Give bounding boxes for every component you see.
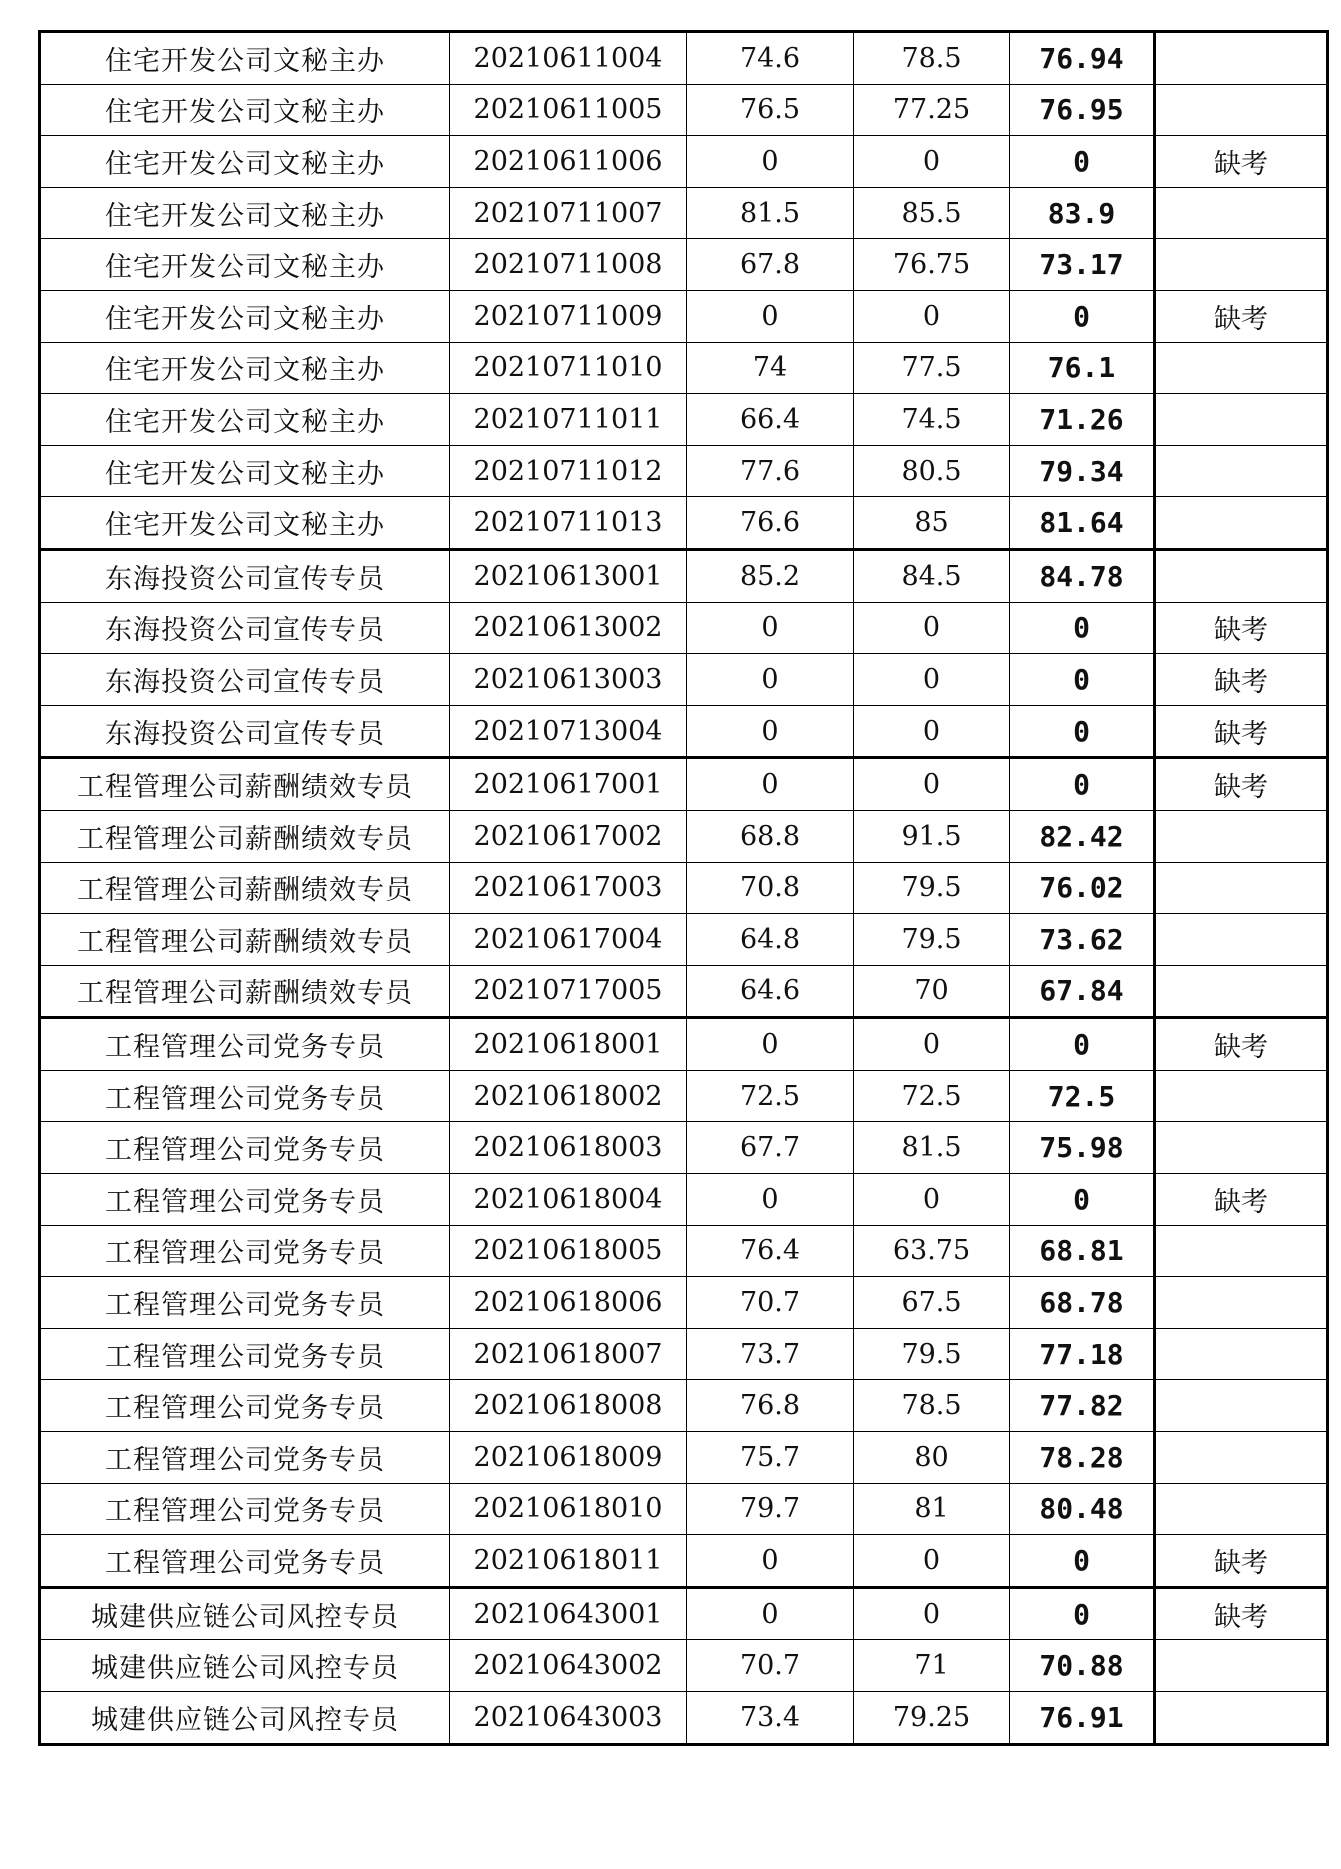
total-score-cell: 77.18 — [1010, 1328, 1155, 1380]
exam-id-cell: 20210613001 — [450, 549, 687, 602]
written-score-cell: 73.7 — [687, 1328, 854, 1380]
table-row — [40, 1432, 1328, 1484]
position-cell: 住宅开发公司文秘主办 — [40, 32, 450, 85]
position-cell: 工程管理公司党务专员 — [40, 1380, 450, 1432]
table-row — [40, 32, 1328, 85]
written-score-cell: 76.6 — [687, 497, 854, 550]
remark-cell: 缺考 — [1155, 705, 1328, 758]
interview-score-cell: 81 — [854, 1483, 1010, 1535]
position-cell: 工程管理公司党务专员 — [40, 1225, 450, 1277]
total-score-cell: 0 — [1010, 1174, 1155, 1226]
written-score-cell: 70.7 — [687, 1277, 854, 1329]
written-score-cell: 0 — [687, 758, 854, 811]
remark-cell: 缺考 — [1155, 1174, 1328, 1226]
position-cell: 工程管理公司薪酬绩效专员 — [40, 758, 450, 811]
exam-id-cell: 20210618011 — [450, 1535, 687, 1588]
written-score-cell: 0 — [687, 1018, 854, 1071]
total-score-cell: 68.78 — [1010, 1277, 1155, 1329]
interview-score-cell: 0 — [854, 1018, 1010, 1071]
position-cell: 工程管理公司党务专员 — [40, 1122, 450, 1174]
interview-score-cell: 0 — [854, 1587, 1010, 1640]
position-cell: 住宅开发公司文秘主办 — [40, 445, 450, 497]
position-cell: 工程管理公司薪酬绩效专员 — [40, 862, 450, 914]
total-score-cell: 0 — [1010, 602, 1155, 654]
interview-score-cell: 77.25 — [854, 84, 1010, 136]
interview-score-cell: 79.5 — [854, 862, 1010, 914]
position-cell: 住宅开发公司文秘主办 — [40, 136, 450, 188]
table-row — [40, 84, 1328, 136]
exam-id-cell: 20210643001 — [450, 1587, 687, 1640]
total-score-cell: 81.64 — [1010, 497, 1155, 550]
total-score-cell: 76.1 — [1010, 342, 1155, 394]
total-score-cell: 70.88 — [1010, 1640, 1155, 1692]
position-cell: 工程管理公司薪酬绩效专员 — [40, 914, 450, 966]
position-cell: 工程管理公司党务专员 — [40, 1328, 450, 1380]
interview-score-cell: 0 — [854, 290, 1010, 342]
total-score-cell: 0 — [1010, 136, 1155, 188]
written-score-cell: 74.6 — [687, 32, 854, 85]
position-cell: 工程管理公司党务专员 — [40, 1432, 450, 1484]
table-row — [40, 1225, 1328, 1277]
written-score-cell: 68.8 — [687, 810, 854, 862]
table-row — [40, 136, 1328, 188]
remark-cell — [1155, 342, 1328, 394]
total-score-cell: 75.98 — [1010, 1122, 1155, 1174]
remark-cell — [1155, 810, 1328, 862]
written-score-cell: 70.8 — [687, 862, 854, 914]
remark-cell: 缺考 — [1155, 136, 1328, 188]
written-score-cell: 64.6 — [687, 965, 854, 1018]
exam-id-cell: 20210618006 — [450, 1277, 687, 1329]
interview-score-cell: 0 — [854, 705, 1010, 758]
table-row — [40, 965, 1328, 1018]
table-row — [40, 187, 1328, 239]
total-score-cell: 73.17 — [1010, 239, 1155, 291]
total-score-cell: 0 — [1010, 1587, 1155, 1640]
interview-score-cell: 63.75 — [854, 1225, 1010, 1277]
table-row — [40, 654, 1328, 706]
total-score-cell: 83.9 — [1010, 187, 1155, 239]
exam-id-cell: 20210613003 — [450, 654, 687, 706]
position-cell: 工程管理公司党务专员 — [40, 1174, 450, 1226]
written-score-cell: 76.8 — [687, 1380, 854, 1432]
table-row — [40, 1018, 1328, 1071]
total-score-cell: 0 — [1010, 290, 1155, 342]
exam-id-cell: 20210611006 — [450, 136, 687, 188]
exam-id-cell: 20210711007 — [450, 187, 687, 239]
written-score-cell: 70.7 — [687, 1640, 854, 1692]
total-score-cell: 82.42 — [1010, 810, 1155, 862]
total-score-cell: 77.82 — [1010, 1380, 1155, 1432]
interview-score-cell: 81.5 — [854, 1122, 1010, 1174]
position-cell: 工程管理公司党务专员 — [40, 1277, 450, 1329]
exam-id-cell: 20210618008 — [450, 1380, 687, 1432]
written-score-cell: 0 — [687, 654, 854, 706]
interview-score-cell: 0 — [854, 1535, 1010, 1588]
interview-score-cell: 78.5 — [854, 32, 1010, 85]
written-score-cell: 0 — [687, 1174, 854, 1226]
remark-cell — [1155, 1640, 1328, 1692]
remark-cell — [1155, 1122, 1328, 1174]
written-score-cell: 75.7 — [687, 1432, 854, 1484]
exam-id-cell: 20210618002 — [450, 1070, 687, 1122]
table-row — [40, 290, 1328, 342]
position-cell: 城建供应链公司风控专员 — [40, 1640, 450, 1692]
interview-score-cell: 79.25 — [854, 1692, 1010, 1745]
exam-id-cell: 20210617002 — [450, 810, 687, 862]
table-row — [40, 705, 1328, 758]
written-score-cell: 67.7 — [687, 1122, 854, 1174]
table-row — [40, 1692, 1328, 1745]
total-score-cell: 76.02 — [1010, 862, 1155, 914]
interview-score-cell: 76.75 — [854, 239, 1010, 291]
total-score-cell: 76.95 — [1010, 84, 1155, 136]
table-row — [40, 445, 1328, 497]
exam-id-cell: 20210643003 — [450, 1692, 687, 1745]
interview-score-cell: 79.5 — [854, 1328, 1010, 1380]
position-cell: 东海投资公司宣传专员 — [40, 705, 450, 758]
table-row — [40, 810, 1328, 862]
written-score-cell: 67.8 — [687, 239, 854, 291]
interview-score-cell: 91.5 — [854, 810, 1010, 862]
position-cell: 东海投资公司宣传专员 — [40, 549, 450, 602]
interview-score-cell: 80.5 — [854, 445, 1010, 497]
position-cell: 城建供应链公司风控专员 — [40, 1587, 450, 1640]
remark-cell — [1155, 1070, 1328, 1122]
exam-id-cell: 20210618003 — [450, 1122, 687, 1174]
exam-id-cell: 20210611004 — [450, 32, 687, 85]
remark-cell — [1155, 914, 1328, 966]
remark-cell: 缺考 — [1155, 1018, 1328, 1071]
position-cell: 工程管理公司薪酬绩效专员 — [40, 810, 450, 862]
remark-cell: 缺考 — [1155, 654, 1328, 706]
position-cell: 东海投资公司宣传专员 — [40, 602, 450, 654]
interview-score-cell: 0 — [854, 654, 1010, 706]
exam-id-cell: 20210711011 — [450, 394, 687, 446]
interview-score-cell: 85.5 — [854, 187, 1010, 239]
remark-cell — [1155, 1225, 1328, 1277]
interview-score-cell: 70 — [854, 965, 1010, 1018]
interview-score-cell: 84.5 — [854, 549, 1010, 602]
position-cell: 住宅开发公司文秘主办 — [40, 497, 450, 550]
remark-cell — [1155, 1483, 1328, 1535]
remark-cell: 缺考 — [1155, 602, 1328, 654]
total-score-cell: 0 — [1010, 1018, 1155, 1071]
interview-score-cell: 0 — [854, 602, 1010, 654]
interview-score-cell: 71 — [854, 1640, 1010, 1692]
position-cell: 工程管理公司党务专员 — [40, 1535, 450, 1588]
table-row — [40, 1640, 1328, 1692]
exam-id-cell: 20210613002 — [450, 602, 687, 654]
remark-cell — [1155, 32, 1328, 85]
interview-score-cell: 79.5 — [854, 914, 1010, 966]
exam-id-cell: 20210618009 — [450, 1432, 687, 1484]
table-row — [40, 1380, 1328, 1432]
exam-id-cell: 20210711013 — [450, 497, 687, 550]
written-score-cell: 85.2 — [687, 549, 854, 602]
remark-cell — [1155, 394, 1328, 446]
written-score-cell: 74 — [687, 342, 854, 394]
remark-cell — [1155, 862, 1328, 914]
position-cell: 住宅开发公司文秘主办 — [40, 84, 450, 136]
remark-cell: 缺考 — [1155, 758, 1328, 811]
remark-cell — [1155, 965, 1328, 1018]
remark-cell — [1155, 497, 1328, 550]
remark-cell — [1155, 187, 1328, 239]
score-table — [38, 30, 1329, 1746]
interview-score-cell: 0 — [854, 1174, 1010, 1226]
position-cell: 住宅开发公司文秘主办 — [40, 290, 450, 342]
written-score-cell: 64.8 — [687, 914, 854, 966]
written-score-cell: 0 — [687, 705, 854, 758]
interview-score-cell: 72.5 — [854, 1070, 1010, 1122]
written-score-cell: 79.7 — [687, 1483, 854, 1535]
table-row — [40, 1122, 1328, 1174]
remark-cell — [1155, 1432, 1328, 1484]
interview-score-cell: 78.5 — [854, 1380, 1010, 1432]
position-cell: 东海投资公司宣传专员 — [40, 654, 450, 706]
written-score-cell: 0 — [687, 1587, 854, 1640]
total-score-cell: 76.94 — [1010, 32, 1155, 85]
total-score-cell: 0 — [1010, 1535, 1155, 1588]
table-row — [40, 1174, 1328, 1226]
exam-id-cell: 20210617004 — [450, 914, 687, 966]
exam-id-cell: 20210643002 — [450, 1640, 687, 1692]
position-cell: 工程管理公司党务专员 — [40, 1070, 450, 1122]
total-score-cell: 0 — [1010, 758, 1155, 811]
table-row — [40, 1070, 1328, 1122]
interview-score-cell: 85 — [854, 497, 1010, 550]
written-score-cell: 0 — [687, 602, 854, 654]
total-score-cell: 79.34 — [1010, 445, 1155, 497]
exam-id-cell: 20210713004 — [450, 705, 687, 758]
total-score-cell: 68.81 — [1010, 1225, 1155, 1277]
total-score-cell: 78.28 — [1010, 1432, 1155, 1484]
interview-score-cell: 0 — [854, 136, 1010, 188]
written-score-cell: 76.4 — [687, 1225, 854, 1277]
total-score-cell: 67.84 — [1010, 965, 1155, 1018]
exam-id-cell: 20210717005 — [450, 965, 687, 1018]
table-row — [40, 1328, 1328, 1380]
table-row — [40, 239, 1328, 291]
exam-id-cell: 20210618004 — [450, 1174, 687, 1226]
position-cell: 工程管理公司薪酬绩效专员 — [40, 965, 450, 1018]
remark-cell — [1155, 445, 1328, 497]
table-row — [40, 1483, 1328, 1535]
exam-id-cell: 20210618001 — [450, 1018, 687, 1071]
written-score-cell: 0 — [687, 1535, 854, 1588]
remark-cell — [1155, 239, 1328, 291]
table-row — [40, 914, 1328, 966]
written-score-cell: 73.4 — [687, 1692, 854, 1745]
position-cell: 住宅开发公司文秘主办 — [40, 187, 450, 239]
score-table-body — [40, 32, 1328, 1745]
table-row — [40, 758, 1328, 811]
remark-cell — [1155, 549, 1328, 602]
exam-id-cell: 20210617001 — [450, 758, 687, 811]
interview-score-cell: 0 — [854, 758, 1010, 811]
position-cell: 工程管理公司党务专员 — [40, 1018, 450, 1071]
written-score-cell: 76.5 — [687, 84, 854, 136]
remark-cell: 缺考 — [1155, 290, 1328, 342]
remark-cell — [1155, 1380, 1328, 1432]
table-row — [40, 1587, 1328, 1640]
table-row — [40, 862, 1328, 914]
table-row — [40, 394, 1328, 446]
position-cell: 住宅开发公司文秘主办 — [40, 342, 450, 394]
remark-cell — [1155, 84, 1328, 136]
exam-id-cell: 20210711008 — [450, 239, 687, 291]
table-row — [40, 1277, 1328, 1329]
total-score-cell: 84.78 — [1010, 549, 1155, 602]
exam-id-cell: 20210618010 — [450, 1483, 687, 1535]
interview-score-cell: 67.5 — [854, 1277, 1010, 1329]
exam-id-cell: 20210617003 — [450, 862, 687, 914]
written-score-cell: 77.6 — [687, 445, 854, 497]
exam-id-cell: 20210711012 — [450, 445, 687, 497]
remark-cell — [1155, 1277, 1328, 1329]
interview-score-cell: 80 — [854, 1432, 1010, 1484]
total-score-cell: 0 — [1010, 705, 1155, 758]
total-score-cell: 0 — [1010, 654, 1155, 706]
total-score-cell: 73.62 — [1010, 914, 1155, 966]
interview-score-cell: 77.5 — [854, 342, 1010, 394]
table-row — [40, 342, 1328, 394]
written-score-cell: 81.5 — [687, 187, 854, 239]
interview-score-cell: 74.5 — [854, 394, 1010, 446]
position-cell: 城建供应链公司风控专员 — [40, 1692, 450, 1745]
table-row — [40, 497, 1328, 550]
exam-id-cell: 20210618005 — [450, 1225, 687, 1277]
exam-id-cell: 20210711009 — [450, 290, 687, 342]
remark-cell: 缺考 — [1155, 1535, 1328, 1588]
remark-cell — [1155, 1692, 1328, 1745]
written-score-cell: 66.4 — [687, 394, 854, 446]
written-score-cell: 0 — [687, 290, 854, 342]
position-cell: 住宅开发公司文秘主办 — [40, 239, 450, 291]
exam-id-cell: 20210611005 — [450, 84, 687, 136]
table-row — [40, 602, 1328, 654]
total-score-cell: 76.91 — [1010, 1692, 1155, 1745]
written-score-cell: 0 — [687, 136, 854, 188]
exam-id-cell: 20210618007 — [450, 1328, 687, 1380]
position-cell: 住宅开发公司文秘主办 — [40, 394, 450, 446]
remark-cell: 缺考 — [1155, 1587, 1328, 1640]
position-cell: 工程管理公司党务专员 — [40, 1483, 450, 1535]
table-row — [40, 549, 1328, 602]
table-row — [40, 1535, 1328, 1588]
remark-cell — [1155, 1328, 1328, 1380]
written-score-cell: 72.5 — [687, 1070, 854, 1122]
total-score-cell: 72.5 — [1010, 1070, 1155, 1122]
total-score-cell: 80.48 — [1010, 1483, 1155, 1535]
total-score-cell: 71.26 — [1010, 394, 1155, 446]
exam-id-cell: 20210711010 — [450, 342, 687, 394]
